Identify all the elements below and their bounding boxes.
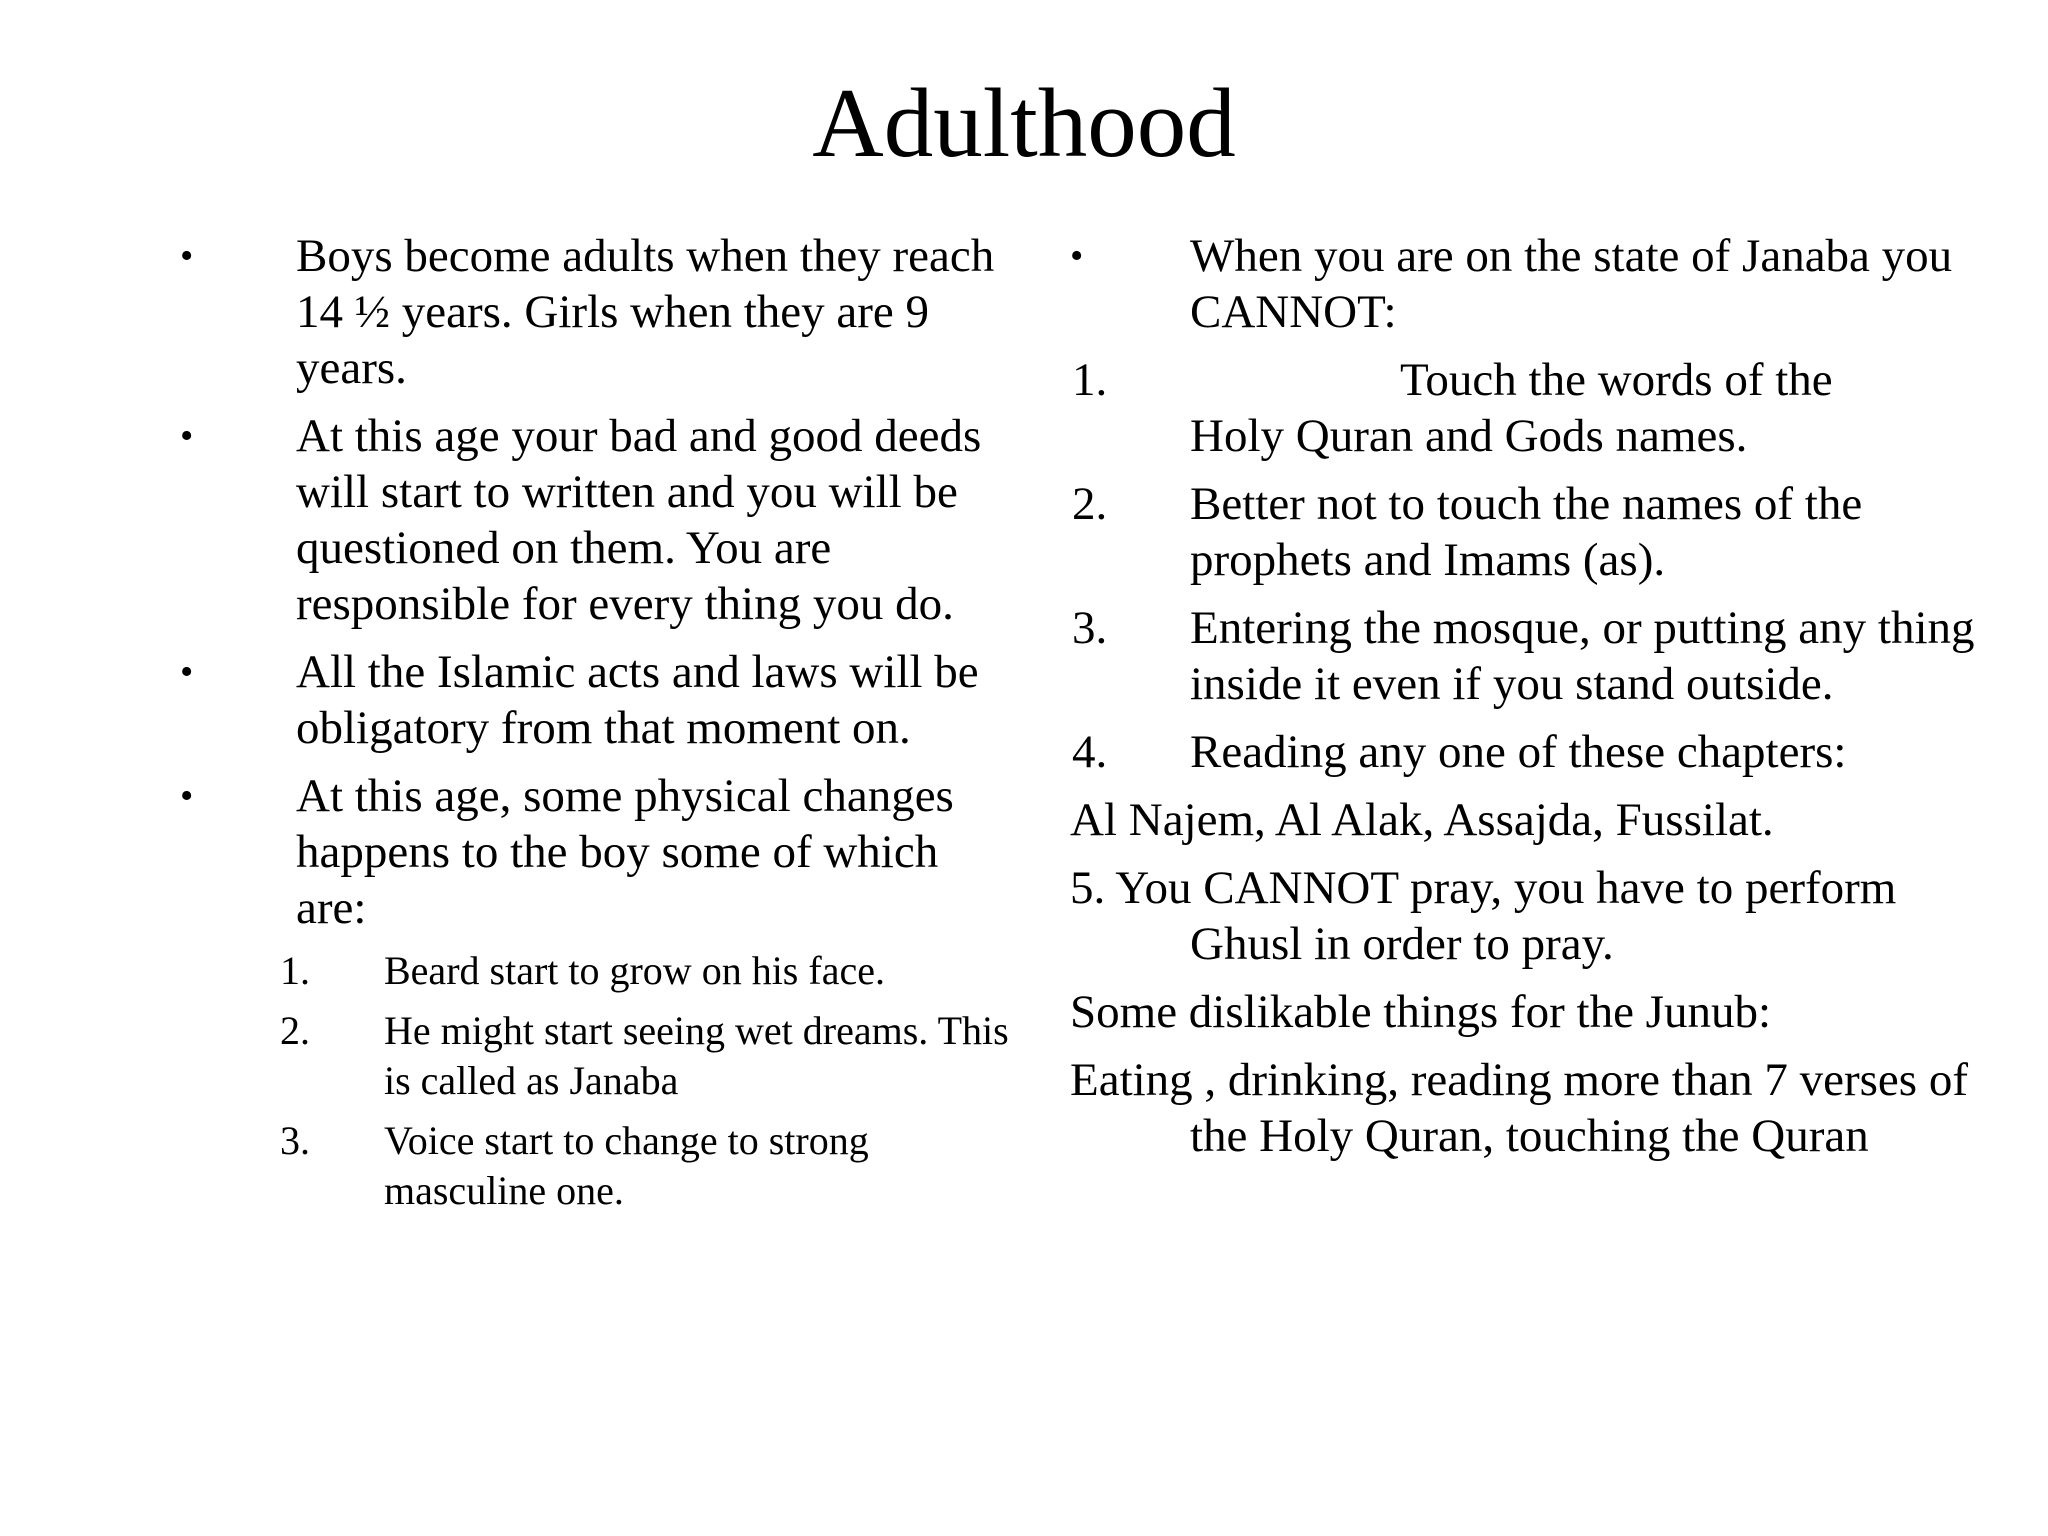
left-column xyxy=(170,228,1010,1226)
item-text: Entering the mosque, or putting any thing inside it even if you stand outside. xyxy=(1190,602,1975,710)
sub-list-item xyxy=(170,1006,1010,1106)
item-text: Better not to touch the names of the prophets and Imams (as). xyxy=(1190,478,1863,586)
bullet-marker: • xyxy=(180,651,194,693)
physical-changes-list xyxy=(170,946,1010,1216)
sub-list-text: Beard start to grow on his face. xyxy=(384,948,885,993)
numbered-item xyxy=(1070,352,2000,464)
sub-list-number: 1. xyxy=(280,948,310,993)
numbered-item xyxy=(1070,724,2000,780)
bullet-text: At this age, some physical changes happens to the boy some of which are: xyxy=(296,770,954,934)
item-text: Reading any one of these chapters: xyxy=(1190,726,1847,778)
bullet-item xyxy=(170,408,1010,632)
bullet-item xyxy=(170,768,1010,936)
sub-list-number: 2. xyxy=(280,1008,310,1053)
dislikable-list: Eating , drinking, reading more than 7 verses of the Holy Quran, touching the Quran xyxy=(1070,1054,1968,1162)
slide-title: Adulthood xyxy=(812,69,1236,178)
item-number: 2. xyxy=(1072,478,1108,530)
right-column xyxy=(1070,228,2000,1176)
bullet-text: All the Islamic acts and laws will be obligatory from that moment on. xyxy=(296,646,979,754)
chapters-line: Al Najem, Al Alak, Assajda, Fussilat. xyxy=(1070,794,1774,846)
sub-list-number: 3. xyxy=(280,1118,310,1163)
bullet-item xyxy=(1070,228,2000,340)
bullet-item xyxy=(170,644,1010,756)
item-number: 1. xyxy=(1072,354,1108,406)
item-text-rest: Holy Quran and Gods names. xyxy=(1190,410,1748,462)
bullet-item xyxy=(170,228,1010,396)
sub-list-item xyxy=(170,1116,1010,1216)
bullet-text: Boys become adults when they reach 14 ½ years. Girls when they are 9 years. xyxy=(296,230,995,394)
pray-note: 5. You CANNOT pray, you have to perform Ghusl in order to pray. xyxy=(1070,862,1897,970)
bullet-marker: • xyxy=(180,235,194,277)
item-number: 3. xyxy=(1072,602,1108,654)
bullet-marker: • xyxy=(180,775,194,817)
bullet-marker: • xyxy=(180,415,194,457)
dislikable-heading: Some dislikable things for the Junub: xyxy=(1070,986,1772,1038)
sub-list-item xyxy=(170,946,1010,996)
bullet-marker: • xyxy=(1070,235,1084,277)
numbered-item xyxy=(1070,600,2000,712)
sub-list-text: He might start seeing wet dreams. This is called as Janaba xyxy=(384,1008,1009,1103)
bullet-text: At this age your bad and good deeds will start to written and you will be questioned on them. You are responsible for every thing you do. xyxy=(296,410,982,630)
item-number: 4. xyxy=(1072,726,1108,778)
item-text-first-line: Touch the words of the xyxy=(1400,354,1833,406)
sub-list-text: Voice start to change to strong masculine one. xyxy=(384,1118,869,1213)
numbered-item xyxy=(1070,476,2000,588)
bullet-text: When you are on the state of Janaba you CANNOT: xyxy=(1190,230,1953,338)
